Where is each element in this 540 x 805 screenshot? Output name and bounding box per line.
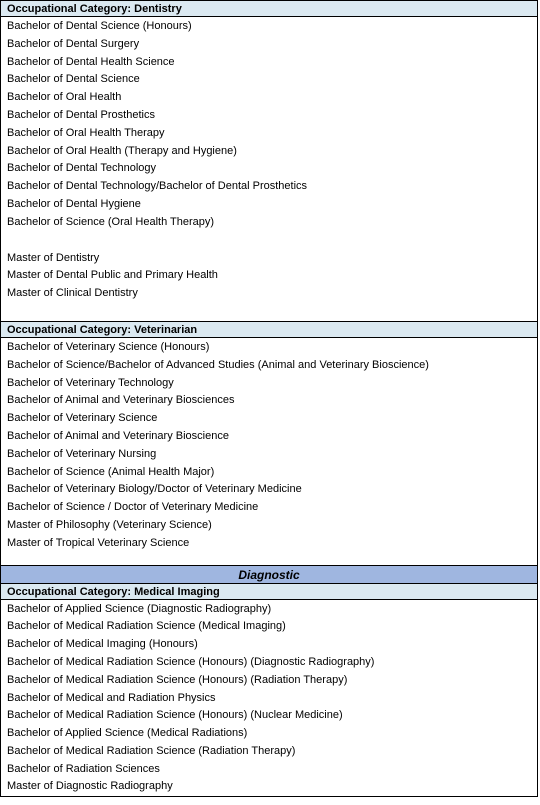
list-item: Bachelor of Animal and Veterinary Biosciences — [7, 394, 235, 407]
list-item: Bachelor of Oral Health — [7, 91, 122, 104]
list-item: Bachelor of Dental Surgery — [7, 37, 140, 50]
dentistry-category-heading: Occupational Category: Dentistry — [1, 0, 537, 17]
dentistry-bachelor-list — [1, 17, 537, 303]
list-item: Master of Dentistry — [7, 251, 100, 264]
list-item: Bachelor of Radiation Sciences — [7, 762, 160, 775]
list-item: Master of Diagnostic Radiography — [7, 780, 173, 793]
list-item: Bachelor of Oral Health (Therapy and Hygiene) — [7, 144, 237, 157]
list-item: Bachelor of Medical Radiation Science (Medical Imaging) — [7, 620, 286, 633]
list-item: Bachelor of Veterinary Science — [7, 412, 158, 425]
list-item: Bachelor of Animal and Veterinary Bioscience — [7, 429, 229, 442]
list-item: Master of Clinical Dentistry — [7, 287, 138, 300]
list-item: Master of Dental Public and Primary Health — [7, 269, 218, 282]
list-item: Bachelor of Medical Imaging (Honours) — [7, 638, 198, 651]
medical-imaging-list — [1, 600, 537, 797]
list-item: Bachelor of Science/Bachelor of Advanced Studies (Animal and Veterinary Bioscience) — [7, 358, 429, 371]
diagnostic-section-heading: Diagnostic — [1, 565, 537, 583]
list-item: Bachelor of Dental Hygiene — [7, 197, 141, 210]
list-item: Bachelor of Dental Science — [7, 73, 140, 86]
list-item: Bachelor of Oral Health Therapy — [7, 126, 165, 139]
list-item: Bachelor of Medical Radiation Science (Honours) (Nuclear Medicine) — [7, 709, 343, 722]
list-item: Bachelor of Dental Prosthetics — [7, 108, 155, 121]
list-item: Bachelor of Veterinary Science (Honours) — [7, 340, 210, 353]
list-item: Bachelor of Medical Radiation Science (Radiation Therapy) — [7, 744, 296, 757]
dentistry-block — [0, 0, 538, 321]
veterinarian-category-heading: Occupational Category: Veterinarian — [1, 321, 537, 338]
medical-imaging-category-heading: Occupational Category: Medical Imaging — [1, 583, 537, 600]
list-item: Bachelor of Medical Radiation Science (Honours) (Radiation Therapy) — [7, 673, 348, 686]
list-item: Bachelor of Science (Animal Health Major) — [7, 465, 215, 478]
list-item: Bachelor of Veterinary Nursing — [7, 447, 157, 460]
list-item: Bachelor of Dental Health Science — [7, 55, 175, 68]
list-item: Bachelor of Dental Science (Honours) — [7, 20, 192, 32]
list-item: Bachelor of Medical Radiation Science (Honours) (Diagnostic Radiography) — [7, 655, 375, 668]
list-item: Bachelor of Science (Oral Health Therapy) — [7, 215, 215, 228]
veterinarian-list — [1, 338, 537, 553]
list-item: Master of Philosophy (Veterinary Science) — [7, 518, 212, 531]
list-item: Bachelor of Dental Technology — [7, 162, 157, 175]
block-spacer — [1, 553, 537, 565]
list-gap — [1, 232, 537, 250]
block-spacer — [1, 303, 537, 321]
list-item: Bachelor of Science / Doctor of Veterinary Medicine — [7, 501, 259, 514]
list-item: Bachelor of Medical and Radiation Physics — [7, 691, 216, 704]
list-item: Master of Tropical Veterinary Science — [7, 536, 190, 549]
list-item: Bachelor of Applied Science (Medical Radiations) — [7, 727, 248, 740]
diagnostic-block — [0, 565, 538, 798]
list-item: Bachelor of Dental Technology/Bachelor of Dental Prosthetics — [7, 180, 308, 193]
list-item: Bachelor of Veterinary Technology — [7, 376, 174, 389]
veterinarian-block — [0, 321, 538, 565]
list-item: Bachelor of Veterinary Biology/Doctor of Veterinary Medicine — [7, 483, 302, 496]
list-item: Bachelor of Applied Science (Diagnostic Radiography) — [7, 602, 272, 615]
